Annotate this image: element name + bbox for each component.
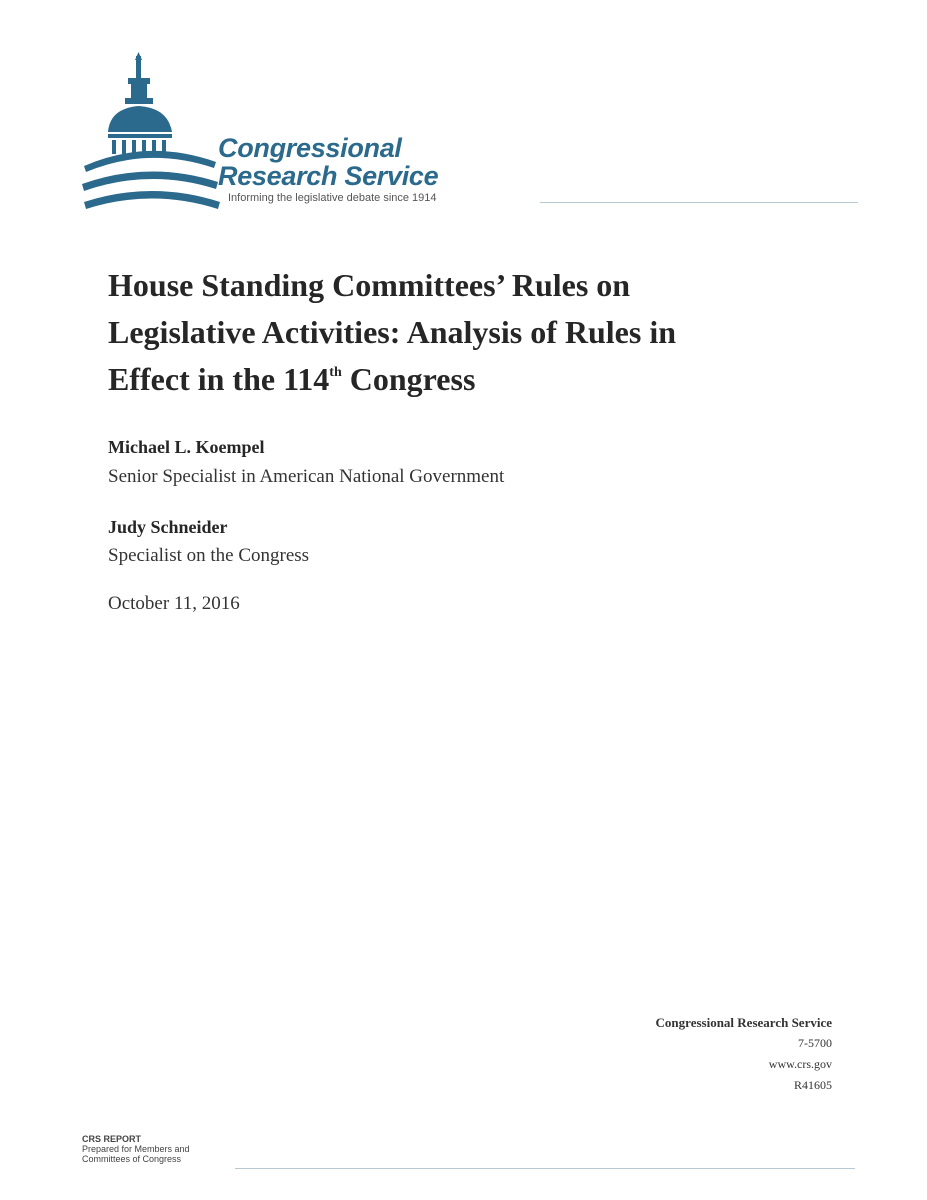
report-number: R41605 [793,1078,832,1092]
title-line2: Legislative Activities: Analysis of Rules in [108,314,676,350]
title-line3: Effect in the 114 [108,361,330,397]
footer-heading: CRS REPORT [82,1134,142,1144]
report-title [108,262,848,403]
contact-phone: 7-5700 [798,1036,832,1050]
author-name: Michael L. Koempel [108,437,265,457]
footer-rule [235,1168,855,1169]
org-name-line2: Research Service [218,161,439,191]
capitol-dome-icon [78,50,228,210]
author-role: Specialist on the Congress [108,545,310,566]
contact-website: www.crs.gov [768,1057,832,1071]
author-role: Senior Specialist in American National Government [108,466,505,487]
org-name-line1: Congressional [218,133,402,163]
footer-line2: Committees of Congress [82,1154,182,1164]
header-rule [540,202,858,203]
contact-block [656,1012,832,1096]
tagline: Informing the legislative debate since 1914 [228,192,437,204]
title-ordinal-suffix: th [329,365,342,380]
title-line3-end: Congress [341,361,476,397]
author-name: Judy Schneider [108,517,228,537]
footer-line1: Prepared for Members and [82,1144,190,1154]
report-date: October 11, 2016 [108,593,240,614]
contact-org: Congressional Research Service [655,1015,832,1030]
org-name [218,134,438,190]
title-line1: House Standing Committees’ Rules on [108,267,631,303]
footer-label [82,1134,190,1164]
